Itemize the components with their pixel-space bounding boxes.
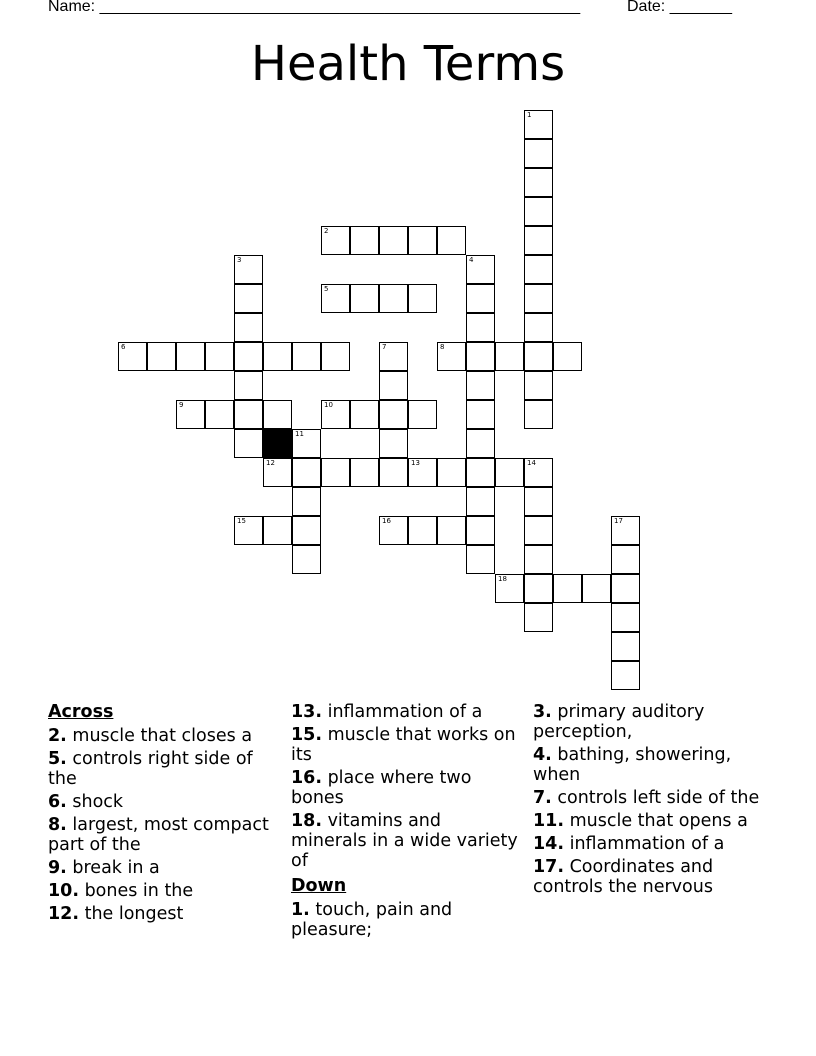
grid-cell[interactable]	[205, 342, 234, 371]
clue-text: controls right side of the	[48, 749, 253, 789]
clue-item	[533, 702, 763, 742]
grid-cell[interactable]	[292, 458, 321, 487]
clue-text: largest, most compact part of the	[48, 815, 269, 855]
grid-cell[interactable]	[524, 574, 553, 603]
clue-text: the longest	[79, 904, 184, 924]
grid-cell[interactable]	[234, 429, 263, 458]
grid-cell[interactable]	[466, 313, 495, 342]
grid-cell[interactable]	[466, 429, 495, 458]
date-field-label: Date: _______	[627, 0, 732, 15]
clue-number-label: 3.	[533, 702, 552, 722]
across-clue-list-continued	[291, 702, 521, 871]
clue-text: inflammation of a	[564, 834, 725, 854]
grid-cell[interactable]	[379, 342, 408, 371]
grid-cell[interactable]	[379, 516, 408, 545]
grid-cell[interactable]	[292, 342, 321, 371]
grid-cell[interactable]	[176, 342, 205, 371]
clue-number-label: 14.	[533, 834, 565, 854]
clue-number-label: 8.	[48, 815, 67, 835]
grid-cell[interactable]	[408, 400, 437, 429]
grid-cell[interactable]	[524, 197, 553, 226]
grid-cell[interactable]	[147, 342, 176, 371]
grid-cell[interactable]	[263, 342, 292, 371]
clues-column-1	[48, 702, 278, 927]
grid-cell[interactable]	[466, 400, 495, 429]
clue-item	[533, 834, 763, 854]
clue-number-label: 15.	[291, 725, 323, 745]
grid-cell[interactable]	[524, 400, 553, 429]
grid-cell[interactable]	[466, 255, 495, 284]
clue-item	[48, 749, 278, 789]
clue-number-label: 17.	[533, 857, 565, 877]
clue-text: bones in the	[79, 881, 194, 901]
grid-cell[interactable]	[466, 342, 495, 371]
grid-cell[interactable]	[466, 458, 495, 487]
grid-cell[interactable]	[466, 516, 495, 545]
grid-cell[interactable]	[379, 226, 408, 255]
clue-number-label: 2.	[48, 726, 67, 746]
clue-number: 16	[382, 517, 391, 525]
grid-cell[interactable]	[437, 458, 466, 487]
clue-number: 1	[527, 111, 532, 119]
grid-cell[interactable]	[611, 661, 640, 690]
clue-text: muscle that works on its	[291, 725, 516, 765]
clue-number: 4	[469, 256, 474, 264]
grid-cell[interactable]	[321, 226, 350, 255]
grid-cell[interactable]	[350, 284, 379, 313]
grid-cell[interactable]	[524, 603, 553, 632]
grid-cell[interactable]	[524, 139, 553, 168]
down-clue-list-continued	[533, 702, 763, 897]
clue-number-label: 10.	[48, 881, 80, 901]
grid-cell[interactable]	[263, 516, 292, 545]
grid-cell[interactable]	[234, 255, 263, 284]
clue-number: 3	[237, 256, 242, 264]
grid-cell[interactable]	[379, 371, 408, 400]
clue-number: 5	[324, 285, 329, 293]
clue-item	[48, 881, 278, 901]
clue-number-label: 9.	[48, 858, 67, 878]
grid-cell[interactable]	[611, 603, 640, 632]
clue-item	[48, 792, 278, 812]
clue-item	[291, 702, 521, 722]
grid-cell[interactable]	[379, 429, 408, 458]
grid-cell[interactable]	[379, 284, 408, 313]
grid-cell[interactable]	[292, 429, 321, 458]
grid-cell[interactable]	[350, 458, 379, 487]
grid-cell[interactable]	[321, 284, 350, 313]
grid-cell[interactable]	[524, 342, 553, 371]
clue-item	[48, 726, 278, 746]
grid-cell[interactable]	[524, 284, 553, 313]
grid-cell[interactable]	[611, 574, 640, 603]
clue-item	[291, 725, 521, 765]
clue-number: 11	[295, 430, 304, 438]
clue-number: 18	[498, 575, 507, 583]
grid-cell[interactable]	[205, 400, 234, 429]
grid-cell[interactable]	[524, 458, 553, 487]
grid-cell[interactable]	[234, 516, 263, 545]
clue-text: vitamins and minerals in a wide variety of	[291, 811, 518, 871]
clue-item	[291, 900, 521, 940]
grid-cell[interactable]	[582, 574, 611, 603]
clue-number: 14	[527, 459, 536, 467]
grid-cell[interactable]	[408, 516, 437, 545]
grid-cell[interactable]	[437, 342, 466, 371]
grid-cell[interactable]	[176, 400, 205, 429]
grid-cell[interactable]	[263, 458, 292, 487]
grid-cell[interactable]	[118, 342, 147, 371]
grid-cell[interactable]	[466, 545, 495, 574]
clue-text: bathing, showering, when	[533, 745, 732, 785]
grid-cell[interactable]	[350, 400, 379, 429]
clue-number: 15	[237, 517, 246, 525]
clue-item	[48, 815, 278, 855]
clue-text: touch, pain and pleasure;	[291, 900, 453, 940]
clue-item	[533, 857, 763, 897]
grid-cell[interactable]	[524, 255, 553, 284]
clue-number-label: 13.	[291, 702, 323, 722]
clue-number-label: 6.	[48, 792, 67, 812]
grid-cell[interactable]	[437, 516, 466, 545]
grid-cell[interactable]	[292, 545, 321, 574]
grid-cell[interactable]	[321, 400, 350, 429]
across-clue-list	[48, 726, 278, 924]
clue-number: 8	[440, 343, 445, 351]
grid-cell[interactable]	[611, 632, 640, 661]
clue-number-label: 16.	[291, 768, 323, 788]
grid-cell[interactable]	[553, 342, 582, 371]
grid-cell[interactable]	[234, 313, 263, 342]
clue-item	[48, 858, 278, 878]
grid-cell[interactable]	[611, 545, 640, 574]
grid-cell[interactable]	[495, 342, 524, 371]
grid-cell[interactable]	[553, 574, 582, 603]
clue-number: 9	[179, 401, 184, 409]
grid-cell[interactable]	[466, 487, 495, 516]
across-heading: Across	[48, 702, 114, 722]
grid-cell[interactable]	[466, 284, 495, 313]
clue-text: controls left side of the	[551, 788, 760, 808]
grid-cell[interactable]	[350, 226, 379, 255]
clue-number: 12	[266, 459, 275, 467]
clues-column-2	[291, 702, 521, 943]
clue-item	[291, 768, 521, 808]
down-heading: Down	[291, 876, 347, 896]
black-square	[263, 429, 292, 458]
clue-item	[291, 811, 521, 871]
clue-number: 6	[121, 343, 126, 351]
clue-number-label: 12.	[48, 904, 80, 924]
grid-cell[interactable]	[234, 400, 263, 429]
clue-number-label: 11.	[533, 811, 565, 831]
grid-cell[interactable]	[495, 574, 524, 603]
grid-cell[interactable]	[437, 226, 466, 255]
grid-cell[interactable]	[611, 516, 640, 545]
grid-cell[interactable]	[524, 110, 553, 139]
grid-cell[interactable]	[234, 284, 263, 313]
clue-text: muscle that closes a	[66, 726, 253, 746]
grid-cell[interactable]	[495, 458, 524, 487]
grid-cell[interactable]	[379, 458, 408, 487]
clue-number-label: 1.	[291, 900, 310, 920]
grid-cell[interactable]	[292, 516, 321, 545]
name-field-label: Name: ______________________________________________________	[48, 0, 581, 15]
clue-number-label: 7.	[533, 788, 552, 808]
clue-text: place where two bones	[291, 768, 472, 808]
clue-number: 17	[614, 517, 623, 525]
grid-cell[interactable]	[524, 545, 553, 574]
clue-number-label: 18.	[291, 811, 323, 831]
clue-number-label: 4.	[533, 745, 552, 765]
grid-cell[interactable]	[263, 400, 292, 429]
clue-item	[48, 904, 278, 924]
grid-cell[interactable]	[321, 458, 350, 487]
clue-text: Coordinates and controls the nervous	[533, 857, 714, 897]
grid-cell[interactable]	[408, 226, 437, 255]
clue-text: break in a	[66, 858, 160, 878]
grid-cell[interactable]	[321, 342, 350, 371]
grid-cell[interactable]	[524, 168, 553, 197]
clues-column-3	[533, 702, 763, 900]
grid-cell[interactable]	[466, 371, 495, 400]
grid-cell[interactable]	[292, 487, 321, 516]
clue-number: 2	[324, 227, 329, 235]
grid-cell[interactable]	[408, 284, 437, 313]
clue-item	[533, 811, 763, 831]
clue-number: 7	[382, 343, 387, 351]
grid-cell[interactable]	[524, 313, 553, 342]
grid-cell[interactable]	[379, 400, 408, 429]
grid-cell[interactable]	[234, 371, 263, 400]
clue-text: inflammation of a	[322, 702, 483, 722]
grid-cell[interactable]	[524, 516, 553, 545]
clue-text: shock	[66, 792, 124, 812]
down-clue-list	[291, 900, 521, 940]
grid-cell[interactable]	[524, 226, 553, 255]
clue-text: primary auditory perception,	[533, 702, 705, 742]
page-title: Health Terms	[250, 36, 566, 92]
grid-cell[interactable]	[234, 342, 263, 371]
clue-item	[533, 745, 763, 785]
grid-cell[interactable]	[524, 487, 553, 516]
grid-cell[interactable]	[408, 458, 437, 487]
grid-cell[interactable]	[524, 371, 553, 400]
clue-number: 13	[411, 459, 420, 467]
clue-number: 10	[324, 401, 333, 409]
clue-text: muscle that opens a	[564, 811, 748, 831]
clue-item	[533, 788, 763, 808]
clue-number-label: 5.	[48, 749, 67, 769]
